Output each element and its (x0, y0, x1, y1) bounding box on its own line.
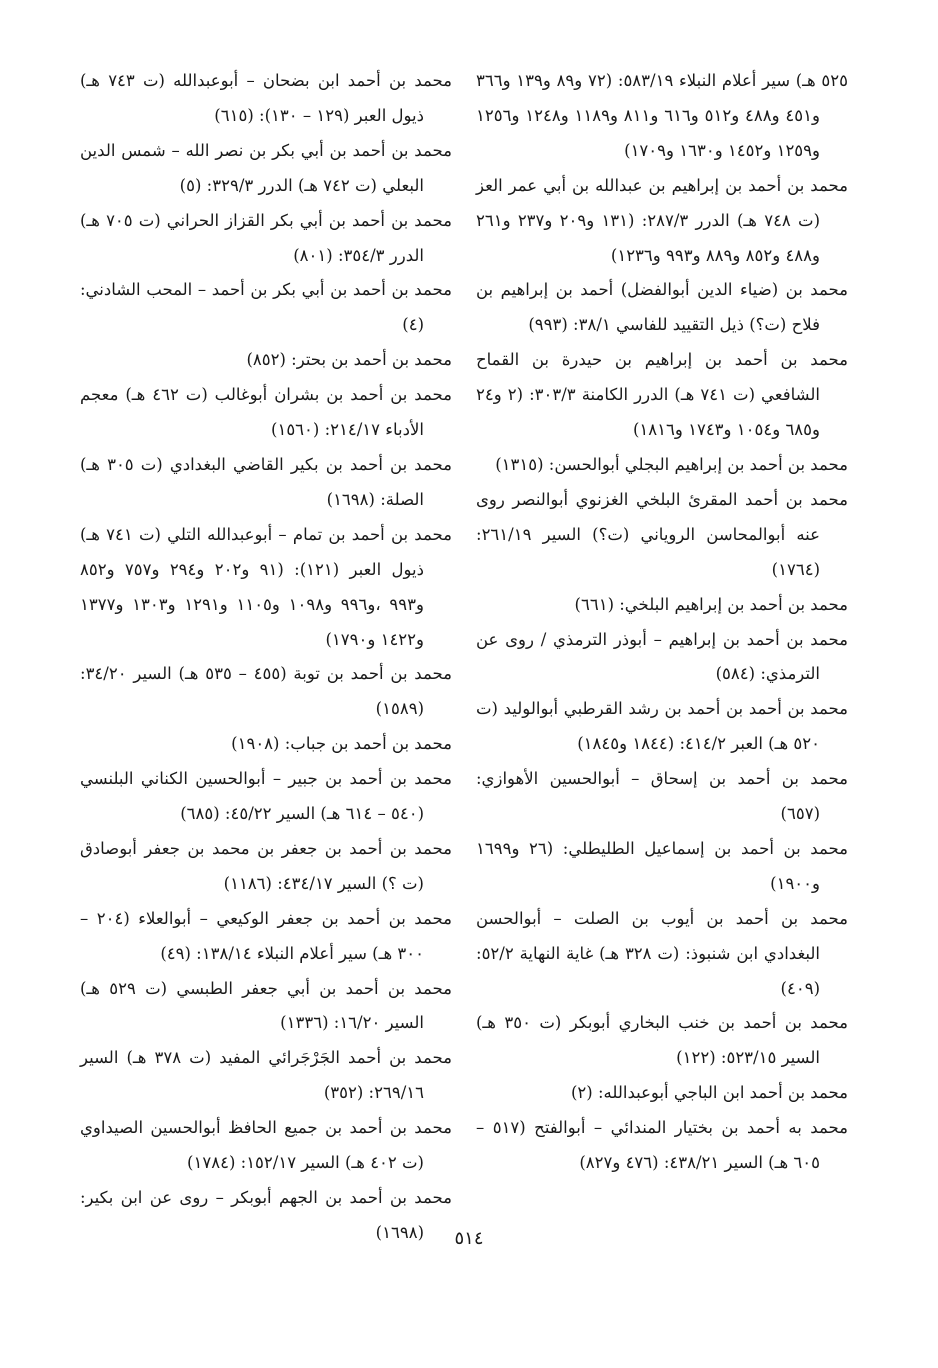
index-entry: محمد بن أحمد بن إسحاق – أبوالحسين الأهوازي: (٦٥٧) (476, 769, 848, 824)
index-entry: محمد بن أحمد بن جعفر الوكيعي – أبوالعلاء (٢٠٤ – ٣٠٠ هـ) سير أعلام النبلاء ١٣٨/١٤: (٤٩) (80, 908, 452, 963)
index-entry: محمد بن أحمد بن تمام – أبوعبدالله التلي (ت ٧٤١ هـ) ذيول العبر (١٢١): (٩١ و٢٠٢ و٢٩٤ و٧٥٧ و٨٥٢ و٩٩٣ ،و٩٩٦ و١٠٩٨ و١١٠٥ و١٢٩١ و١٣٠٣ و١٣٧٧ و١٤٢٢ و١٧٩٠) (80, 524, 452, 649)
index-entry: محمد بن أحمد ابن الباجي أبوعبدالله: (٢) (570, 1083, 848, 1103)
index-entry: محمد بن أحمد بن جباب: (١٩٠٨) (231, 734, 452, 754)
left-column (80, 64, 452, 1251)
index-entry: محمد بن (ضياء الدين أبوالفضل) أحمد بن إبراهيم بن فلاح (ت؟) ذيل التقييد للفاسي ٣٨/١: (٩٩٣) (476, 280, 848, 335)
index-entry: محمد بن أحمد بن إسماعيل الطليطلي: (٢٦ و١٦٩٩ و١٩٠٠) (476, 838, 848, 893)
index-entry: محمد بن أحمد بن توبة (٤٥٥ – ٥٣٥ هـ) السير ٣٤/٢٠: (١٥٨٩) (80, 664, 452, 719)
index-entry: محمد بن أحمد بن جبير – أبوالحسين الكناني البلنسي (٥٤٠ – ٦١٤ هـ) السير ٤٥/٢٢: (٦٨٥) (80, 769, 452, 824)
index-entry: محمد بن أحمد ابن بضحان – أبوعبدالله (ت ٧٤٣ هـ) ذيول العبر (١٢٩ – ١٣٠): (٦١٥) (80, 71, 453, 125)
index-entry: محمد بن أحمد بن أبي بكر بن نصر الله – شمس الدين البعلي (ت ٧٤٢ هـ) الدرر ٣٢٩/٣: (٥) (80, 140, 452, 195)
index-entry: محمد به أحمد بن بختيار المندائي – أبوالفتح (٥١٧ – ٦٠٥ هـ) السير ٤٣٨/٢١: (٤٧٦ و٨٢٧) (476, 1118, 848, 1173)
index-entry: محمد بن أحمد بن الجهم أبوبكر – روى عن ابن بكير: (١٦٩٨) (80, 1188, 452, 1242)
index-entry: محمد بن أحمد بن أحمد بن رشد القرطبي أبوالوليد (ت ٥٢٠ هـ) العبر ٤١٤/٢: (١٨٤٤ و١٨٤٥) (476, 699, 848, 754)
index-entry: محمد بن أحمد بن أبي بكر بن أحمد – المحب الشادني: (٤) (80, 280, 452, 335)
index-entry: محمد بن أحمد بن بحتر: (٨٥٢) (246, 350, 452, 370)
index-entry: محمد بن أحمد بن أيوب بن الصلت – أبوالحسن البغدادي ابن شنبوذ: (ت ٣٢٨ هـ) غاية النهاية ٥٢/٢: (٤٠٩) (476, 908, 848, 998)
index-entry: محمد بن أحمد بن جميع الحافظ أبوالحسين الصيداوي (ت ٤٠٢ هـ) السير ١٥٢/١٧: (١٧٨٤) (80, 1118, 452, 1173)
index-entry: محمد بن أحمد بن أبي جعفر الطبسي (ت ٥٢٩ هـ) السير ١٦/٢٠: (١٣٣٦) (80, 978, 452, 1033)
index-entry: محمد بن أحمد المقرئ البلخي الغزنوي أبوالنصر روى عنه أبوالمحاسن الروياني (ت؟) السير ٢٦١/١٩: (١٧٦٤) (476, 489, 848, 579)
page-number: ٥١٤ (454, 1228, 484, 1249)
index-entry: محمد بن أحمد بن إبراهيم بن حيدرة بن القماح الشافعي (ت ٧٤١ هـ) الدرر الكامنة ٣٠٣/٣: (٢ و٢٤ و٦٨٥ و١٠٥٤ و١٧٤٣ و١٨١٦) (476, 350, 848, 440)
index-entry: محمد بن أحمد بن إبراهيم البلخي: (٦٦١) (574, 594, 848, 614)
index-entry: ٥٢٥ هـ) سير أعلام النبلاء ٥٨٣/١٩: (٧٢ و٨٩ و١٣٩ و٣٦٦ و٤٥١ و٤٨٨ و٥١٢ و٦١٦ و٨١١ و١١٨٩ و١٢٤٨ و١٢٥٦ و١٢٥٩ و١٤٥٢ و١٦٣٠ و١٧٠٩) (476, 71, 849, 160)
index-entry: محمد بن أحمد الجَرْجَرائي المفيد (ت ٣٧٨ هـ) السير ٢٦٩/١٦: (٣٥٢) (80, 1048, 452, 1103)
index-entry: محمد بن أحمد بن خنب البخاري أبوبكر (ت ٣٥٠ هـ) السير ٥٢٣/١٥: (١٢٢) (476, 1013, 848, 1068)
index-entry: محمد بن أحمد بن إبراهيم – أبوذر الترمذي / روى عن الترمذي: (٥٨٤) (476, 629, 848, 684)
index-entry: محمد بن أحمد بن بكير القاضي البغدادي (ت ٣٠٥ هـ) الصلة: (١٦٩٨) (80, 454, 452, 509)
index-entry: محمد بن أحمد بن جعفر بن محمد بن جعفر أبوصادق (ت ؟) السير ٤٣٤/١٧: (١١٨٦) (80, 838, 452, 893)
index-entry: محمد بن أحمد بن إبراهيم بن عبدالله بن أبي عمر العز (ت ٧٤٨ هـ) الدرر ٢٨٧/٣: (١٣١ و٢٠٩ و٢٣٧ و٢٦١ و٤٨٨ و٨٥٢ و٨٨٩ و٩٩٣ و١٢٣٦) (476, 175, 848, 265)
right-column (476, 64, 848, 1181)
index-entry: محمد بن أحمد بن بشران أبوغالب (ت ٤٦٢ هـ) معجم الأدباء ٢١٤/١٧: (١٥٦٠) (80, 385, 452, 440)
index-entry: محمد بن أحمد بن أبي بكر القزاز الحراني (ت ٧٠٥ هـ) الدرر ٣٥٤/٣: (٨٠١) (80, 210, 452, 265)
index-entry: محمد بن أحمد بن إبراهيم البجلي أبوالحسن: (١٣١٥) (495, 454, 848, 474)
